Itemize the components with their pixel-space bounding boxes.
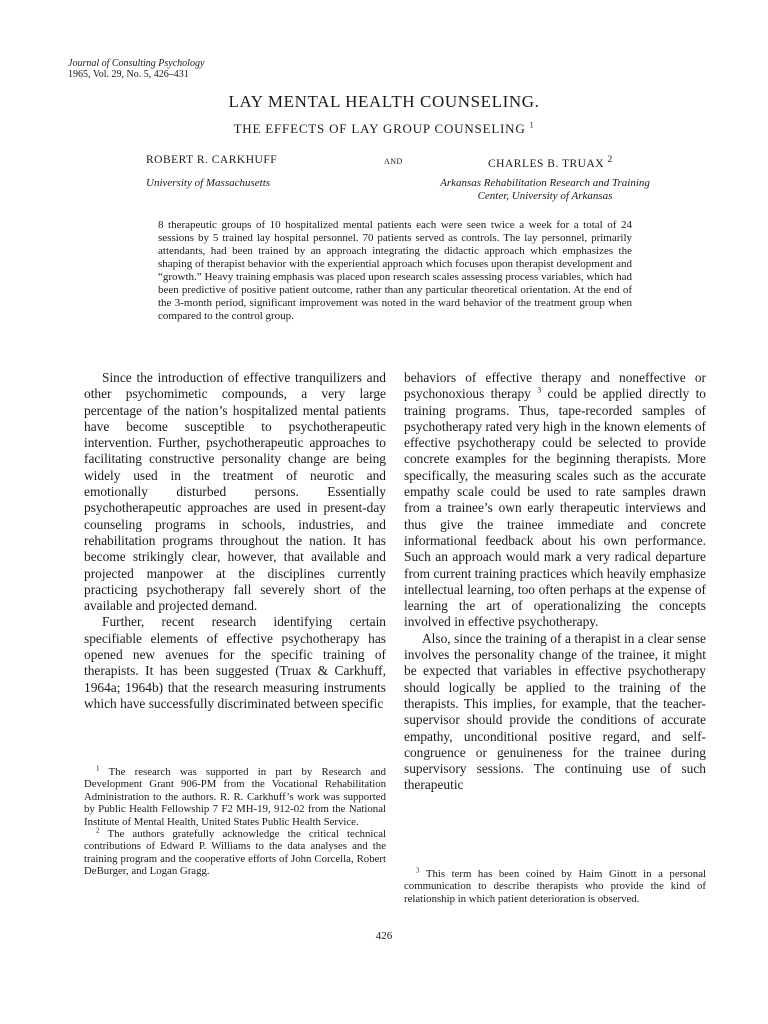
article-title: LAY MENTAL HEALTH COUNSELING. bbox=[228, 92, 540, 111]
affiliation-left: University of Massachusetts bbox=[146, 177, 271, 189]
body-column-right bbox=[404, 370, 706, 794]
footnote-text: This term has been coined by Haim Ginott in a personal communication to describe therapists who provide the kind of relationship in which patient deterioration is observed. bbox=[404, 868, 706, 905]
footnote-mark: 2 bbox=[96, 826, 100, 835]
footnote-ref-1: 1 bbox=[529, 120, 535, 130]
body-column-left bbox=[84, 370, 386, 712]
footnote-text: The research was supported in part by Research and Development Grant 906-PM from the Vocational Rehabilitation Administration to the authors. R. R. Carkhuff’s work was supported by Public Health Fellowship 7 F2 MH-19, 912-02 from the National Institute of Mental Health, United States Public Health Service. bbox=[84, 766, 386, 828]
footnotes-right bbox=[404, 868, 706, 905]
paragraph-text: could be applied directly to training programs. Thus, tape-recorded samples of psychotherapy rated very high in the known elements of effective psychotherapy could be selected to provide concrete examples for the beginning therapists. More specifically, the measuring scales such as the accurate empathy scale could be used to rate samples drawn from a trainee’s own early therapeutic interviews and thus give the trainee immediate and concrete informational feedback about his own performance. Such an approach would mark a very radical departure from current training practices which heavily emphasize intellectual learning, too often perhaps at the expense of learning the art of operationalizing the concepts involved in effective psychotherapy. bbox=[404, 386, 706, 630]
author-truax-name: CHARLES B. TRUAX bbox=[488, 157, 605, 170]
footnote-text: The authors gratefully acknowledge the critical technical contributions of Edward P. Williams to the data analyses and the training program and the cooperative efforts of John Corcella, Robert DeBurger, and Logan Gragg. bbox=[84, 828, 386, 878]
footnote-mark: 3 bbox=[416, 866, 420, 875]
page-number: 426 bbox=[375, 930, 393, 942]
journal-header bbox=[68, 58, 204, 80]
paragraph-text: behaviors of effective therapy and noneffective or psychonoxious therapy bbox=[404, 370, 706, 402]
footnote-3 bbox=[404, 868, 706, 905]
article-subtitle bbox=[0, 121, 768, 137]
abstract: 8 therapeutic groups of 10 hospitalized mental patients each were seen twice a week for a total of 24 sessions by 5 trained lay hospital personnel. 70 patients served as controls. The lay personnel, primarily attendants, had been trained by an approach integrating the didactic approach which emphasizes the shaping of therapist behavior with the experiential approach which focuses upon therapist development and “growth.” Heavy training emphasis was placed upon research scales assessing process variables, which had been predictive of positive patient outcome, rather than any particular theoretical orientation. At the end of the 3-month period, significant improvement was noted in the ward behavior of the treatment group when compared to the control group. bbox=[158, 219, 632, 322]
affiliation-right bbox=[386, 177, 704, 203]
footnote-mark: 1 bbox=[96, 764, 100, 773]
paragraph: Further, recent research identifying certain specifiable elements of effective psychotherapy has opened new avenues for the specific training of therapists. It has been suggested (Truax & Carkhuff, 1964a; 1964b) that the research measuring instruments which have successfully discriminated between specific bbox=[84, 614, 386, 711]
author-conjunction: AND bbox=[384, 157, 403, 166]
journal-citation: 1965, Vol. 29, No. 5, 426–431 bbox=[68, 69, 189, 80]
journal-name: Journal of Consulting Psychology bbox=[68, 58, 205, 69]
paragraph bbox=[404, 370, 706, 631]
author-carkhuff: ROBERT R. CARKHUFF bbox=[146, 154, 278, 166]
footnote-ref-3: 3 bbox=[537, 385, 542, 395]
subtitle-text: THE EFFECTS OF LAY GROUP COUNSELING bbox=[233, 121, 526, 136]
affiliation-right-line1: Arkansas Rehabilitation Research and Training bbox=[440, 177, 650, 189]
paragraph: Also, since the training of a therapist in a clear sense involves the personality change of the trainee, it might be expected that variables in effective psychotherapy should logically be applied to the training of the therapists. This implies, for example, that the teacher-supervisor should provide the conditions of accurate empathy, unconditional positive regard, and self-congruence or genuineness for the trainee during supervisory sessions. The continuing use of such therapeutic bbox=[404, 630, 706, 793]
author-truax bbox=[488, 154, 613, 170]
footnote-ref-2: 2 bbox=[607, 154, 613, 165]
footnote-1 bbox=[84, 766, 386, 828]
affiliation-right-line2: Center, University of Arkansas bbox=[477, 190, 613, 202]
footnotes-left bbox=[84, 766, 386, 878]
footnote-2 bbox=[84, 828, 386, 878]
paragraph: Since the introduction of effective tranquilizers and other psychomimetic compounds, a very large percentage of the nation’s hospitalized mental patients have become susceptible to psychotherapeutic intervention. Further, psychotherapeutic approaches to facilitating constructive personality change are being widely used in the treatment of neurotic and emotionally disturbed persons. Essentially psychotherapeutic approaches are used in present-day counseling programs in schools, industries, and rehabilitation programs throughout the nation. It has become strikingly clear, however, that available and projected manpower at the disciplines currently practicing psychotherapy fall severely short of the available and projected demand. bbox=[84, 370, 386, 614]
